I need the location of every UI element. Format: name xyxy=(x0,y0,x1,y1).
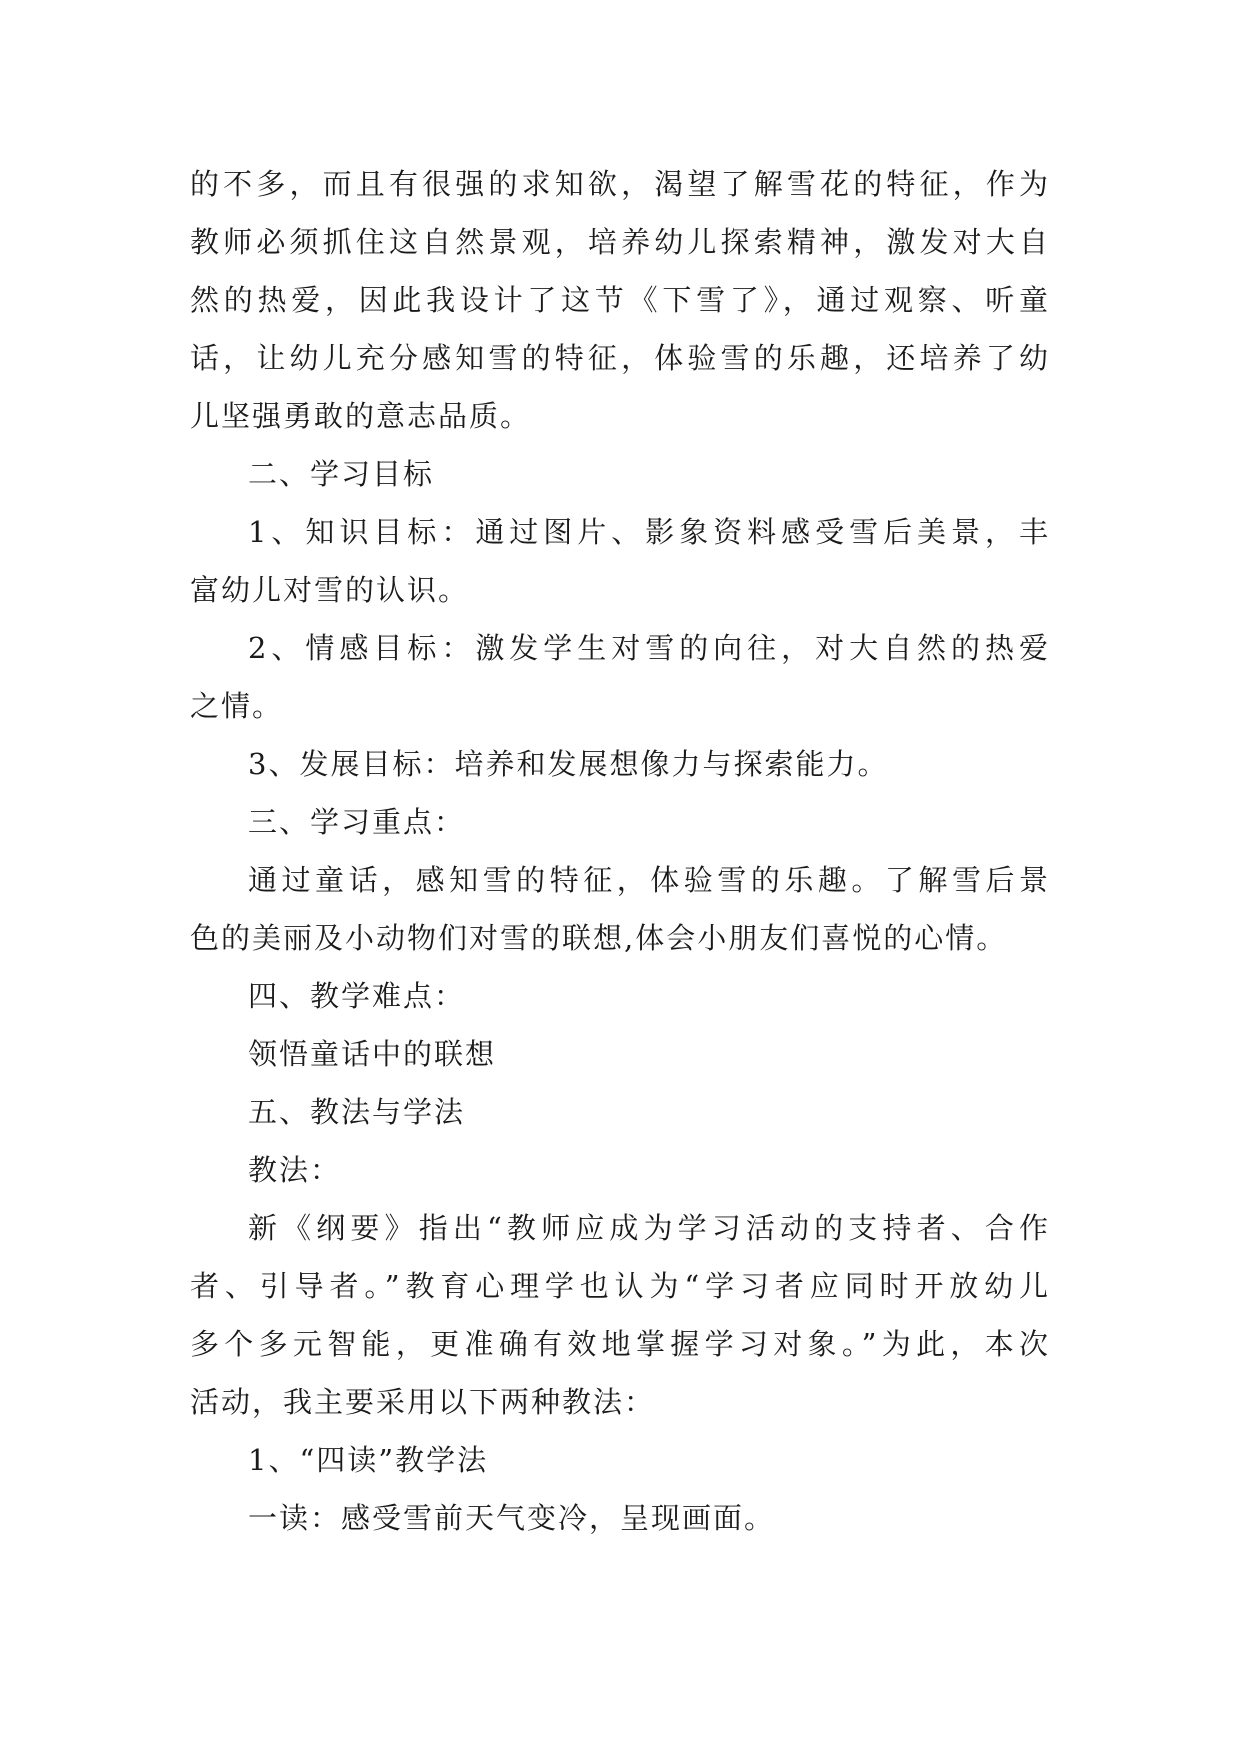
text-line: 活动，我主要采用以下两种教法： xyxy=(190,1385,656,1419)
text-line: 二、学习目标 xyxy=(248,457,435,491)
text-line: 多个多元智能，更准确有效地掌握学习对象。”为此，本次 xyxy=(190,1327,1050,1361)
paragraph-key-points xyxy=(190,851,1050,967)
paragraph-heading-4 xyxy=(190,967,1050,1025)
paragraph-goal-3 xyxy=(190,735,1050,793)
text-line: 儿坚强勇敢的意志品质。 xyxy=(190,399,532,433)
text-line: 教法： xyxy=(248,1153,342,1187)
text-line: 领悟童话中的联想 xyxy=(248,1037,497,1071)
text-line: 之情。 xyxy=(190,689,284,723)
text-line: 四、教学难点： xyxy=(248,979,466,1013)
paragraph-heading-5 xyxy=(190,1083,1050,1141)
text-line: 通过童话，感知雪的特征，体验雪的乐趣。了解雪后景 xyxy=(248,863,1050,897)
text-line: 三、学习重点： xyxy=(248,805,466,839)
paragraph-heading-2 xyxy=(190,445,1050,503)
text-line: 1、知识目标：通过图片、影象资料感受雪后美景，丰 xyxy=(248,515,1050,549)
text-line: 一读：感受雪前天气变冷，呈现画面。 xyxy=(248,1501,776,1535)
text-line: 2、情感目标：激发学生对雪的向往，对大自然的热爱 xyxy=(248,631,1050,665)
paragraph-teaching-method-label xyxy=(190,1141,1050,1199)
text-line: 富幼儿对雪的认识。 xyxy=(190,573,470,607)
text-line: 3、发展目标：培养和发展想像力与探索能力。 xyxy=(248,747,889,781)
paragraph-goal-1 xyxy=(190,503,1050,619)
text-line: 话，让幼儿充分感知雪的特征，体验雪的乐趣，还培养了幼 xyxy=(190,341,1050,375)
paragraph-goal-2 xyxy=(190,619,1050,735)
paragraph-teaching-method-text xyxy=(190,1199,1050,1431)
text-line: 然的热爱，因此我设计了这节《下雪了》，通过观察、听童 xyxy=(190,283,1050,317)
text-line: 者、引导者。”教育心理学也认为“学习者应同时开放幼儿 xyxy=(190,1269,1050,1303)
paragraph-read-1 xyxy=(190,1489,1050,1547)
text-line: 色的美丽及小动物们对雪的联想,体会小朋友们喜悦的心情。 xyxy=(190,921,1008,955)
text-line: 五、教法与学法 xyxy=(248,1095,466,1129)
text-line: 新《纲要》指出“教师应成为学习活动的支持者、合作 xyxy=(248,1211,1050,1245)
text-line: 教师必须抓住这自然景观，培养幼儿探索精神，激发对大自 xyxy=(190,225,1050,259)
text-line: 的不多，而且有很强的求知欲，渴望了解雪花的特征，作为 xyxy=(190,167,1050,201)
paragraph-method-1 xyxy=(190,1431,1050,1489)
document-body xyxy=(190,155,1050,1547)
paragraph-heading-3 xyxy=(190,793,1050,851)
paragraph-intro-continuation xyxy=(190,155,1050,445)
text-line: 1、“四读”教学法 xyxy=(248,1443,489,1477)
paragraph-difficulty xyxy=(190,1025,1050,1083)
